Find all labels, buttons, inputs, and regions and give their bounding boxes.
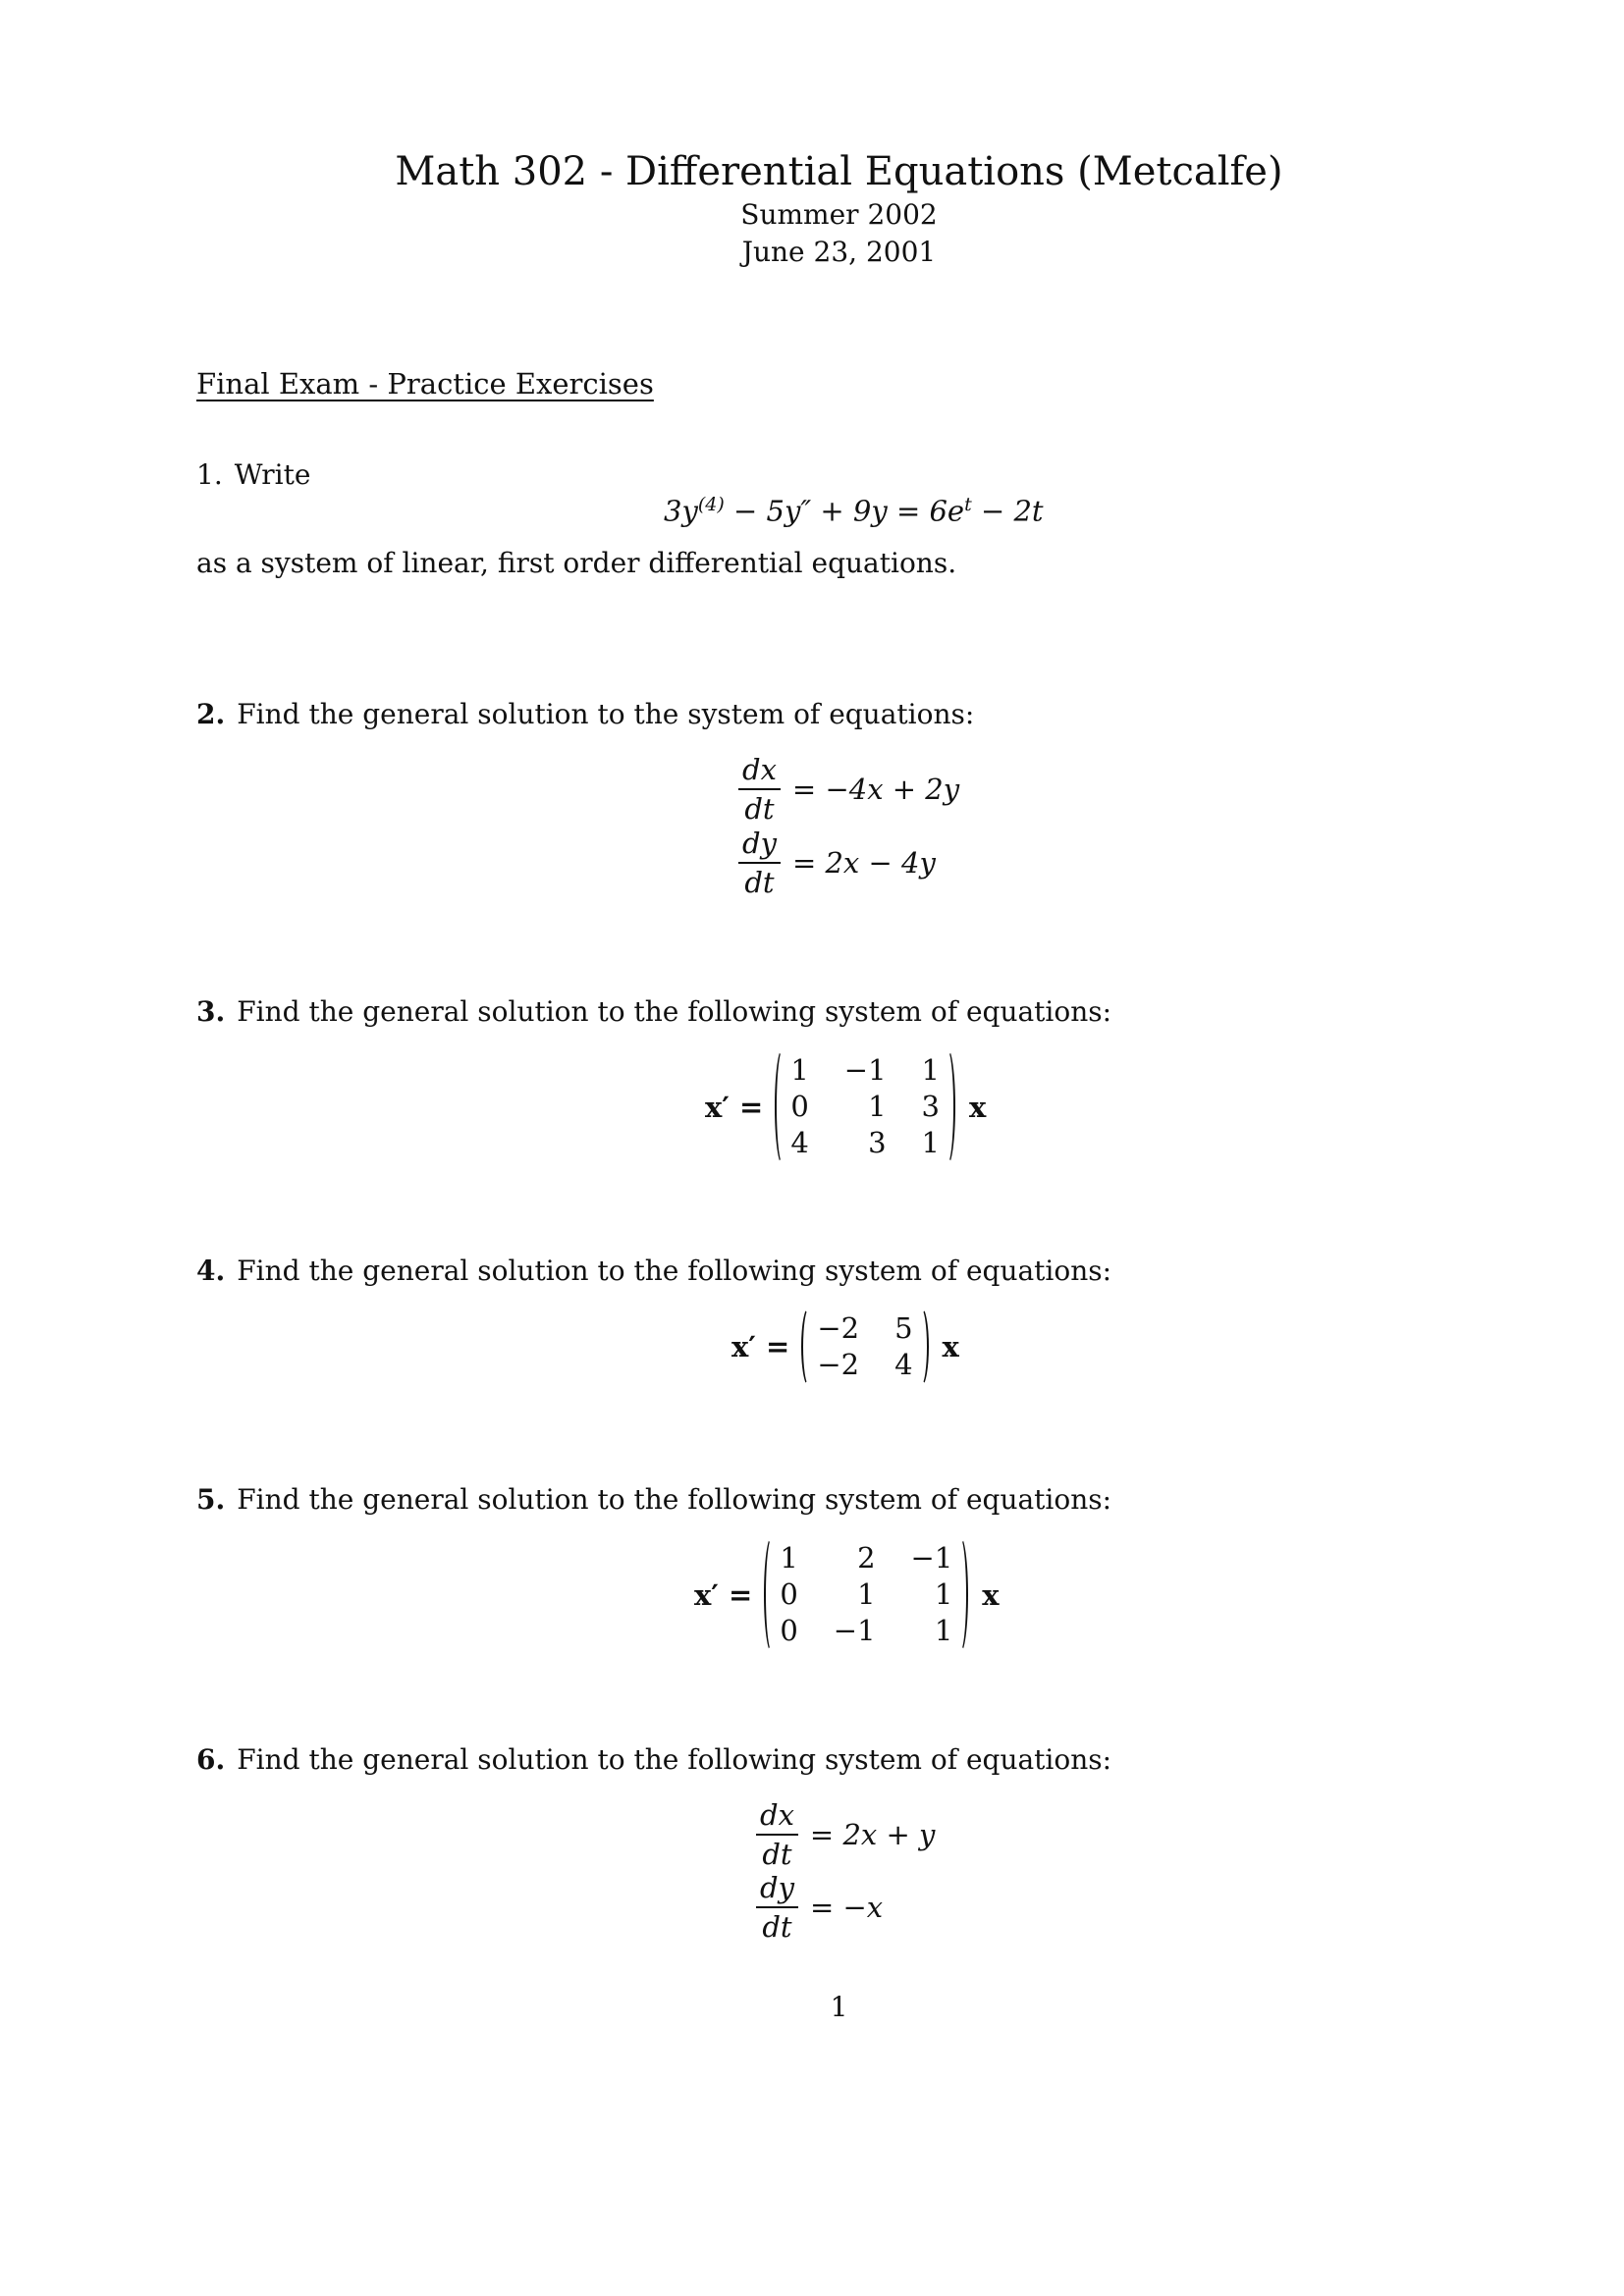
problem-6-equation-1: $\frac{dx}{dt}$ = 2x + y xyxy=(756,1798,935,1871)
problem-2-equation-2: $\frac{dy}{dt}$ = 2x − 4y xyxy=(738,827,936,899)
matrix: 1 2 −1 0 1 1 0 −1 1 xyxy=(768,1540,964,1649)
problem-prompt: Find the general solution to the system of equations: xyxy=(237,698,975,730)
problem-6-equation-2: $\frac{dy}{dt}$ = −x xyxy=(756,1871,883,1944)
problem-2 xyxy=(196,698,974,730)
problem-4 xyxy=(196,1255,1111,1287)
problem-3 xyxy=(196,995,1111,1028)
problem-1 xyxy=(196,458,310,491)
problem-5 xyxy=(196,1483,1111,1516)
problem-4-equation: x′ = −2 5 −2 4 x xyxy=(731,1311,959,1381)
problem-prompt: Find the general solution to the following system of equations: xyxy=(237,995,1112,1028)
problem-number: 6. xyxy=(196,1743,226,1776)
problem-1-equation: $3y^{(4)} - 5y'' + 9y = 6e^t - 2t$ xyxy=(664,494,1044,528)
matrix: 1 −1 1 0 1 3 4 3 1 xyxy=(779,1052,951,1161)
problem-number: 2. xyxy=(196,698,226,730)
problem-6 xyxy=(196,1743,1111,1776)
problem-number: 3. xyxy=(196,995,226,1028)
matrix: −2 5 −2 4 xyxy=(805,1310,924,1383)
problem-5-equation: x′ = 1 2 −1 0 1 1 0 −1 1 x xyxy=(694,1541,1000,1647)
term: Summer 2002 xyxy=(740,198,938,231)
problem-number: 4. xyxy=(196,1255,226,1287)
problem-number: 5. xyxy=(196,1483,226,1516)
problem-3-equation: x′ = 1 −1 1 0 1 3 4 3 1 x xyxy=(705,1053,987,1159)
problem-1-followup: as a system of linear, first order differential equations. xyxy=(196,547,957,579)
document-title: Math 302 - Differential Equations (Metcalfe) xyxy=(395,149,1283,194)
problem-number: 1. xyxy=(196,458,223,491)
problem-prompt: Find the general solution to the following system of equations: xyxy=(237,1743,1112,1776)
date: June 23, 2001 xyxy=(741,236,937,268)
page-number: 1 xyxy=(830,1991,848,2023)
problem-prompt: Find the general solution to the following system of equations: xyxy=(237,1483,1112,1516)
problem-prompt: Find the general solution to the following system of equations: xyxy=(237,1255,1112,1287)
problem-prompt: Write xyxy=(234,458,311,491)
problem-2-equation-1: $\frac{dx}{dt}$ = −4x + 2y xyxy=(738,753,959,826)
section-heading: Final Exam - Practice Exercises xyxy=(196,367,654,400)
